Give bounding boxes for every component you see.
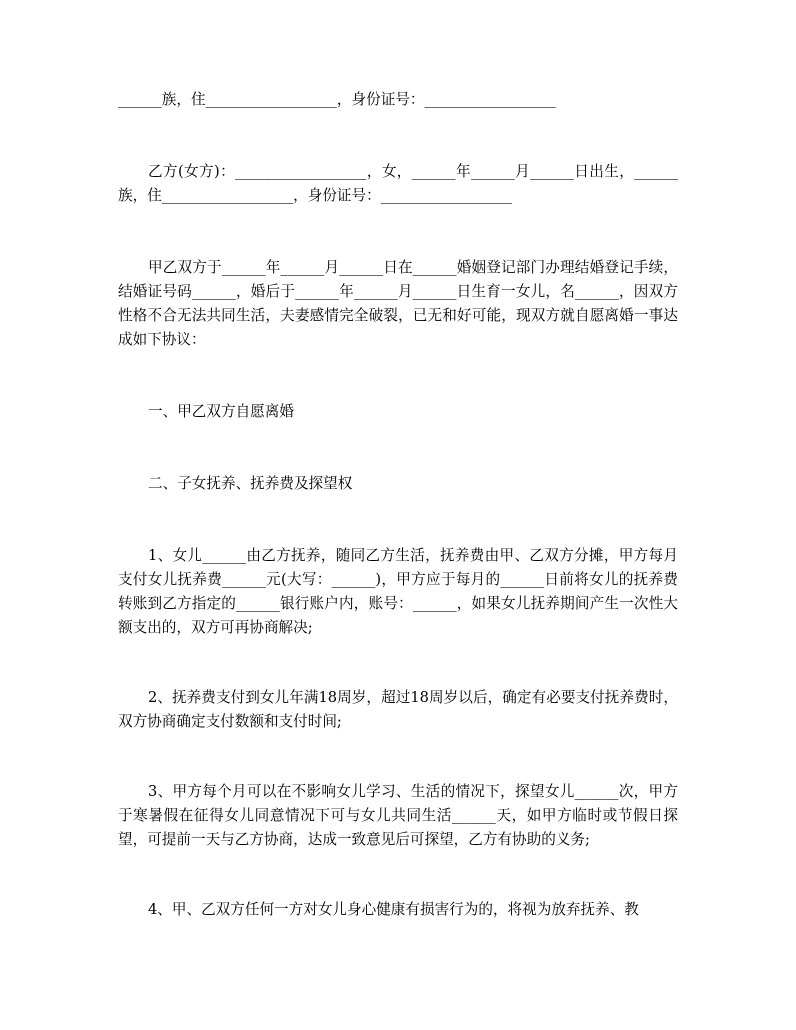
clause-2-item-3: 3、甲方每个月可以在不影响女儿学习、生活的情况下，探望女儿______次，甲方于寒暑假在征得女儿同意情况下可与女儿共同生活______天，如甲方临时或节假日探望，可提前一天与乙方协商，达成一致意见后可探望，乙方有协助的义务;	[118, 783, 678, 848]
party-b-info-paragraph: 乙方(女方)：__________________，女，______年______月______日出生，______族，住__________________，身份证号：__________________	[118, 163, 678, 204]
clause-2-item-1: 1、女儿______由乙方抚养，随同乙方生活，抚养费由甲、乙双方分摊，甲方每月支付女儿抚养费______元(大写：______)，甲方应于每月的______日前将女儿的抚养费转账到乙方指定的______银行账户内，账号：______，如果女儿抚养期间产生一次性大额支出的，双方可再协商解决;	[118, 547, 678, 636]
document-page	[118, 88, 678, 922]
marriage-facts-paragraph: 甲乙双方于______年______月______日在______婚姻登记部门办理结婚登记手续，结婚证号码______，婚后于______年______月______日生育一女儿，名______，因双方性格不合无法共同生活，夫妻感情完全破裂，已无和好可能，现双方就自愿离婚一事达成如下协议：	[118, 259, 678, 348]
clause-1-heading: 一、甲乙双方自愿离婚	[148, 403, 294, 420]
clause-2-item-2: 2、抚养费支付到女儿年满18周岁，超过18周岁以后，确定有必要支付抚养费时，双方协商确定支付数额和支付时间;	[118, 689, 678, 730]
clause-2-item-4: 4、甲、乙双方任何一方对女儿身心健康有损害行为的，将视为放弃抚养、教	[148, 901, 639, 918]
party-a-ethnicity-address-line: ______族，住__________________，身份证号：__________________	[118, 91, 556, 108]
clause-2-heading: 二、子女抚养、抚养费及探望权	[148, 475, 353, 492]
